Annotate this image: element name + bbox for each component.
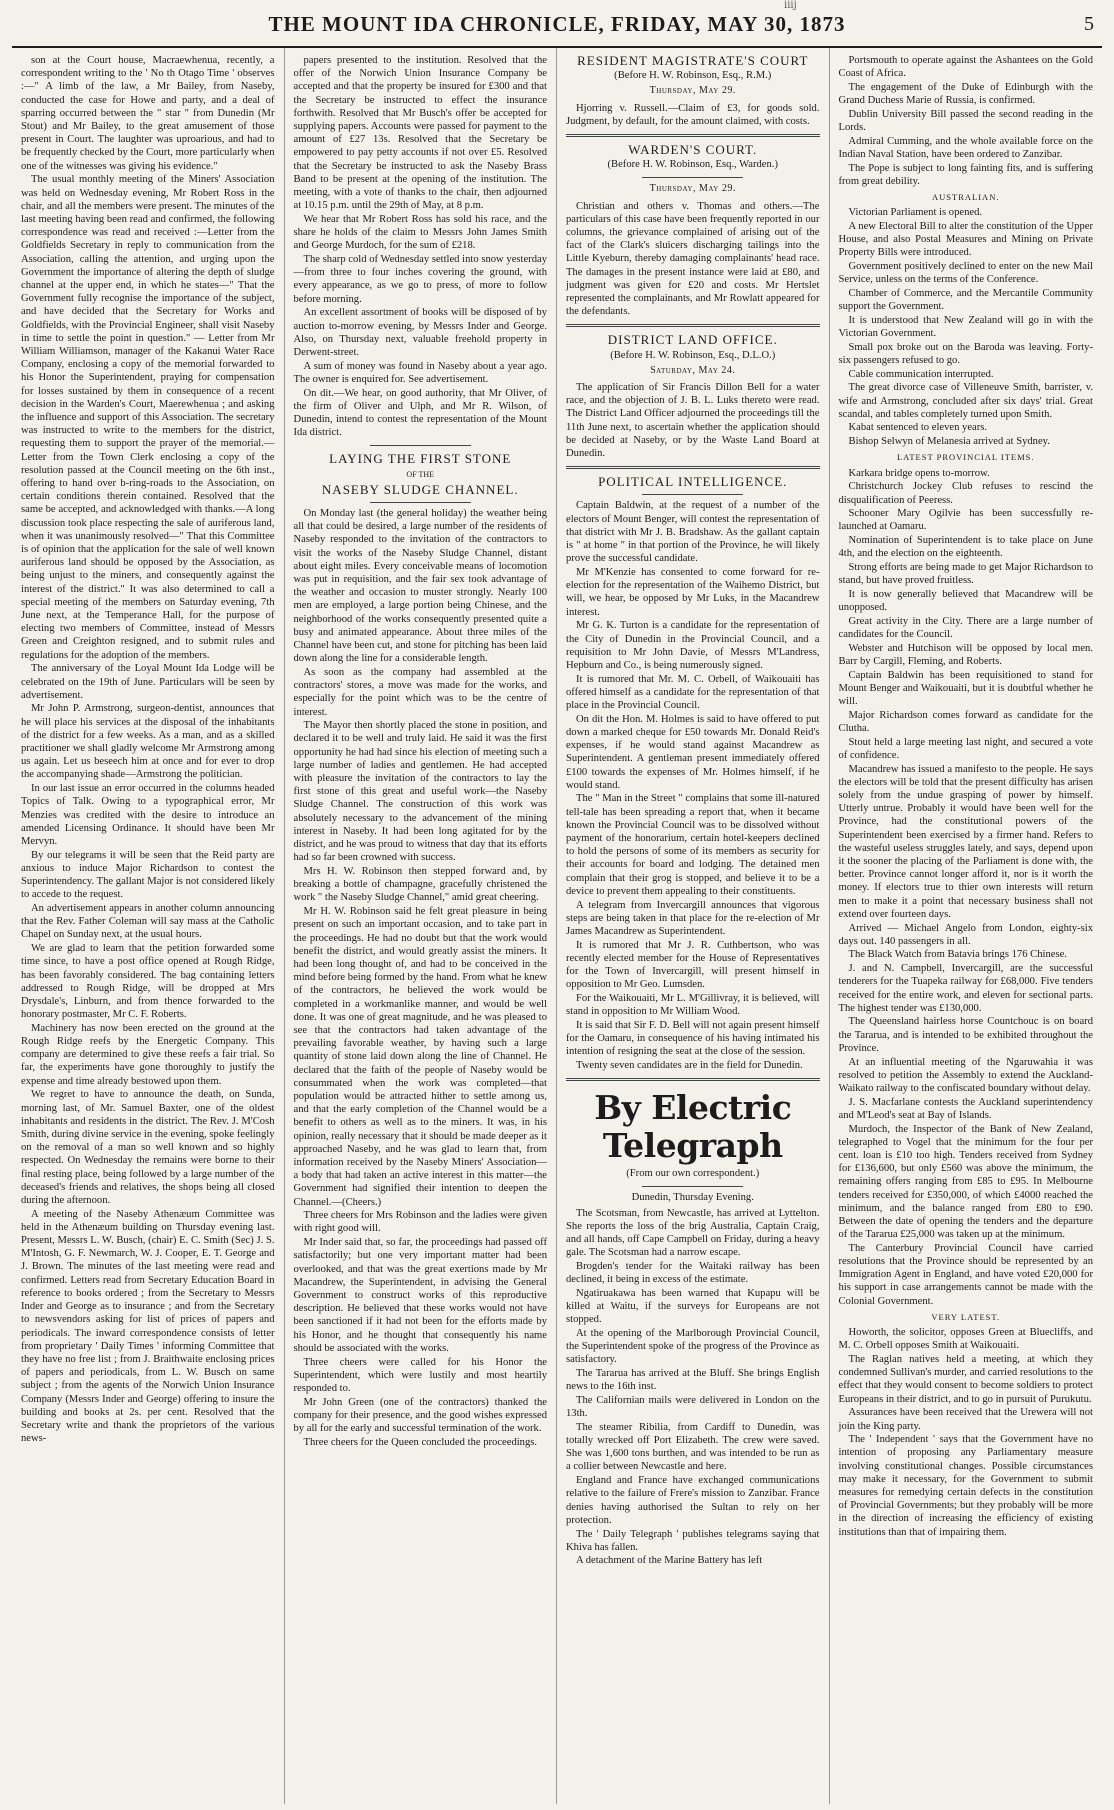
divider [566, 466, 820, 469]
paragraph: Three cheers for Mrs Robinson and the ladies were given with right good will. [293, 1210, 547, 1235]
paragraph: A new Electoral Bill to alter the constitution of the Upper House, and also Postal Measures and Mining on Private Property Bills were introduced. [838, 220, 1093, 259]
paragraph: Brogden's tender for the Waitaki railway has been declined, it being in excess of the estimate. [566, 1260, 820, 1286]
marginal-mark: iiij [784, 0, 797, 11]
paragraph: Admiral Cumming, and the whole available force on the Indian Naval Station, have been ordered to Zanzibar. [838, 135, 1093, 160]
paragraph: Macandrew has issued a manifesto to the people. He says the electors will be told that the present difficulty has arisen solely from the undue grasping of power by himself. Utterly untrue. Probably it would have been well for the Province, had the constitutional powers of the Superintendent been exercised by a firmer hand. Refers to the wasteful useless struggles lately, and says, depend upon it the sooner the placing of the Parliament is done with, the better. Province cannot longer afford it, nor is it worth the money. If electors true to thier own interests will return men to make it a point that necessary business shall not extend over fourteen days. [838, 763, 1093, 920]
paragraph: The application of Sir Francis Dillon Bell for a water race, and the objection of J. B. L. Luks thereto were read. The District Land Officer adjourned the proceedings till the 11th June next, to ascertain whether the application should be decided at Naseby, or by the Waste Land Board at Dunedin. [566, 382, 820, 460]
paragraph: Major Richardson comes forward as candidate for the Clutha. [838, 709, 1093, 734]
paragraph: For the Waikouaiti, Mr L. M'Gillivray, it is believed, will stand in opposition to Mr William Wood. [566, 993, 820, 1018]
paragraph: It is understood that New Zealand will go in with the Victorian Government. [838, 314, 1093, 340]
paragraph: The Black Watch from Batavia brings 176 Chinese. [848, 949, 1067, 961]
paragraph: Victorian Parliament is opened. [848, 207, 983, 219]
paragraph: Nomination of Superintendent is to take place on June 4th, and the election on the eighteenth. [838, 535, 1093, 560]
paragraph: The " Man in the Street " complains that some ill-natured tell-tale has been spreading a report that, when it became known the Provincial Council was to be dissolved without payment of the honorarium, certain hotel-keepers declined to hold the persons of some of its members as security for their accounts for board and lodging. The detained men complain that their grog is stopped, and believe it to be a device to prevent them appealing to their constituents. [566, 793, 820, 897]
page-number: 5 [1084, 12, 1094, 35]
paragraph: By our telegrams it will be seen that the Reid party are anxious to induce Major Richardson to contest the Superintendency. The gallant Major is not considered likely to accede to the request. [21, 849, 275, 901]
paragraph: Arrived — Michael Angelo from London, eighty-six days out. 140 passengers in all. [838, 922, 1093, 947]
paragraph: A detachment of the Marine Battery has left [576, 1555, 763, 1567]
divider [642, 1186, 743, 1187]
paragraph: Machinery has now been erected on the ground at the Rough Ridge reefs by the Energetic Company. This company are determined to give these reefs a fair trial. So far, the experiments have gone thoroughly to justify the expense and time already bestowed upon them. [21, 1022, 275, 1087]
paragraph: An excellent assortment of books will be disposed of by auction to-morrow evening, by Messrs Inder and George. Also, on Thursday next, valuable freehold property in Derwent-street. [293, 307, 547, 358]
paragraph: Twenty seven candidates are in the field for Dunedin. [576, 1060, 803, 1072]
telegraph-body [566, 1207, 820, 1568]
australian-heading: AUSTRALIAN. [932, 192, 1000, 203]
paragraph: The Tararua has arrived at the Bluff. She brings English news to the 16th inst. [566, 1368, 820, 1393]
paragraph: It is now generally believed that Macandrew will be unopposed. [838, 588, 1093, 614]
paragraph: A meeting of the Naseby Athenæum Committee was held in the Athenæum building on Thursday evening last. Present, Messrs L. W. Busch, (chair) E. C. Smith (Sec) J. S. M'Intosh, G. F. Newmarch, W. J. Cooper, E. T. George and J. Brown. The minutes of the last meeting were read and confirmed. Letters read from Secretary Education Board in reference to books ordered ; from the Secretary to Messrs Inder and George as to insurance ; and from the Secretary to newsvendors asking for list of prices of papers and periodicals. The inward correspondence consists of letter from proprietary ' Daily Times ' informing Committee that they have no free list ; from J. Braithwaite enclosing prices of papers and periodicals, from L. W. Busch on same subject ; from the agents of the Norwich Union Insurance Company (Messrs Inder and George) offering to insure the building and books at 2s. per cent. Resolved that the Secretary write and thank the proprietors of the various news- [21, 1208, 275, 1445]
paragraph: We hear that Mr Robert Ross has sold his race, and the share he holds of the claim to Messrs John James Smith and George Murdoch, for the sum of £218. [293, 213, 547, 252]
newspaper-title: THE MOUNT IDA CHRONICLE, FRIDAY, MAY 30, 1873 [268, 11, 846, 36]
telegraph-sub: (From our own correspondent.) [626, 1168, 760, 1180]
paragraph: Dublin University Bill passed the second reading in the Lords. [838, 108, 1093, 134]
political-intelligence-body [566, 499, 820, 1072]
paragraph: Cable communication interrupted. [848, 368, 994, 380]
paragraph: Assurances have been received that the Urewera will not join the King party. [838, 1407, 1093, 1432]
column-2 [285, 48, 558, 1804]
paragraph: England and France have exchanged communications relative to the failure of Frere's mission to Zanzibar. France denies having authorised the Sultan to rely on her protection. [566, 1475, 820, 1526]
paragraph: Kabat sentenced to eleven years. [848, 422, 988, 434]
paragraph: Mr H. W. Robinson said he felt great pleasure in being present on such an important occasion, and to take part in the proceedings. He had no doubt but that the work would benefit the district, and would greatly assist the miners. It had been long thought of, and had to be conceived in the mind before being formed by the hand. From what he knew of the contractors, he believed the work would be completed in a workmanlike manner, and would be well done. It was one of great magnitude, and he was pleased to see that the contractors had taken advantage of the prevailing favorable weather, by having such a large quantity of stone laid down along the line of Channel. He declared that the faith of the people of Naseby would be consummated when the work was completed—that population would be attracted hither to settle among us, and that the early completion of the Channel would be a benefit to others as well as to the miners. It was, in his opinion, really necessary that it should be made deeper as it approached Naseby, and he was glad to learn that, from information received by the Naseby Miners' Association—a body that had taken an active interest in this matter—the Government had signified their intention to deepen the Channel.—(Cheers.) [293, 906, 547, 1208]
paragraph: Hjorring v. Russell.—Claim of £3, for goods sold. Judgment, by default, for the amount claimed, with costs. [566, 102, 820, 127]
paragraph: Captain Baldwin has been requisitioned to stand for Mount Benger and Waikouaiti, but it is doubtful whether he will. [838, 669, 1093, 708]
paragraph: The Pope is subject to long fainting fits, and is suffering from great debility. [838, 162, 1093, 187]
col4-body-d [839, 1326, 1094, 1539]
paragraph: Strong efforts are being made to get Major Richardson to stand, but have proved fruitless. [838, 562, 1093, 587]
paragraph: A sum of money was found in Naseby about a year ago. The owner is enquired for. See advertisement. [293, 360, 547, 385]
paragraph: It is rumored that Mr. M. C. Orbell, of Waikouaiti has offered himself as a candidate for the representation of that place in the Provincial Council. [566, 673, 820, 712]
column-3 [557, 48, 830, 1804]
wardens-court-sub: (Before H. W. Robinson, Esq., Warden.) [607, 159, 778, 171]
paragraph: Webster and Hutchison will be opposed by local men. Barr by Cargill, Fleming, and Roberts. [838, 642, 1093, 667]
rm-court-body [566, 102, 820, 128]
paragraph: The Californian mails were delivered in London on the 13th. [566, 1394, 820, 1420]
paragraph: The steamer Ribilia, from Cardiff to Dunedin, was totally wrecked off Port Elizabeth. The crew were saved. She was 1,600 tons burthen, and was intended to be run as a collier between Newcastle and here. [566, 1421, 820, 1473]
paragraph: Three cheers for the Queen concluded the proceedings. [303, 1436, 538, 1448]
paragraph: Government positively declined to enter on the new Mail Service, unless on the terms of the Conference. [838, 261, 1093, 286]
article-heading-laying-stone: LAYING THE FIRST STONE [329, 451, 512, 467]
divider [566, 134, 820, 137]
paragraph: On Monday last (the general holiday) the weather being all that could be desired, a large number of the residents of Naseby responded to the invitation of the contractors to visit the works of the Naseby Sludge Channel, distant about eight miles. Every conceivable means of locomotion was put in requisition, and the fair sex took advantage of the weather and occasion to muster strongly. Nearly 100 men are employed, a large portion being Chinese, and the neighborhood of the works consequently presented quite a busy and animated appearance. About three miles of the Channel have been cut, and stone for pitching has been laid down along the line for a considerable length. [293, 508, 547, 665]
col1-body [21, 54, 275, 1445]
paragraph: Mr John P. Armstrong, surgeon-dentist, announces that he will place his services at the disposal of the inhabitants of the district for a few weeks. As a man, and as a skilled practitioner we shall gladly welcome Mr Armstrong among us again. Let us beseech him at once and for ever to drop the accompanying shade—Armstrong the politician. [21, 703, 275, 781]
paragraph: Small pox broke out on the Baroda was leaving. Forty-six passengers refused to go. [838, 341, 1093, 366]
paragraph: Stout held a large meeting last night, and secured a vote of confidence. [838, 736, 1093, 761]
paragraph: The Scotsman, from Newcastle, has arrived at Lyttelton. She reports the loss of the brig Australia, Captain Craig, and all hands, off Cape Campbell on Friday, during a heavy gale. The Scotsman had a narrow escape. [566, 1207, 820, 1259]
very-latest-heading: VERY LATEST. [931, 1311, 1001, 1322]
paragraph: At an influential meeting of the Ngaruwahia it was resolved to petition the Assembly to extend the Auckland-Waikato railway to the confiscated boundary without delay. [838, 1056, 1093, 1094]
divider [370, 445, 471, 446]
column-4 [830, 48, 1103, 1804]
wardens-court-date: Thursday, May 29. [649, 183, 736, 195]
paragraph: We regret to have to announce the death, on Sunda, morning last, of Mr. Samuel Baxter, one of the oldest inhabitants and residents in the district. The Rev. J. M'Cosh Smith, during divine service in the evening, spoke feelingly on the removal of a man so well known and so highly respected. On Wednesday the remains were borne to their final resting place, being followed by a large number of the deceased's friends and relatives, the shops being all closed during the afternoon. [21, 1089, 275, 1206]
col2-body-top [294, 54, 548, 439]
paragraph: Karkara bridge opens to-morrow. [848, 467, 990, 479]
paragraph: The Mayor then shortly placed the stone in position, and declared it to be well and truly laid. He said it was the first opportunity he had had since his election of meeting such a large number of ladies and gentlemen. He had accepted with pleasure the invitation of the contractors to lay the first stone of this great and useful work—the Naseby Sludge Channel. The construction of this work was absolutely necessary to the advancement of the mining interest in Naseby. It had been long agitated for by the district, and he was proud to witness that day that its efforts had so far been crowned with success. [293, 720, 547, 864]
paragraph: The sharp cold of Wednesday settled into snow yesterday—from three to four inches covering the ground, with every appearance, as we go to press, of more to follow before morning. [293, 254, 547, 305]
electric-telegraph-heading: By Electric Telegraph [594, 1088, 792, 1166]
land-office-body [566, 381, 820, 460]
paragraph: The Raglan natives held a meeting, at which they condemned Sullivan's murder, and carried resolutions to the effect that they would consent to become soldiers to protect Europeans in their district, and to go in pursuit of Purukutu. [838, 1354, 1093, 1405]
paragraph: On dit.—We hear, on good authority, that Mr Oliver, of the firm of Oliver and Ulph, and Mr R. Wilson, of Dunedin, intend to contest the representation of the Mount Ida district. [293, 387, 547, 439]
paragraph: We are glad to learn that the petition forwarded some time since, to have a post office opened at Rough Ridge, has been favorably considered. The bag containing letters addressed to Rough Ridge, will be dropped at Mrs Drysdale's, Linburn, and from thence forwarded to the honorary postmaster, Mr C. F. Roberts. [21, 943, 275, 1021]
column-1 [12, 48, 285, 1804]
rm-court-heading: RESIDENT MAGISTRATE'S COURT [577, 53, 809, 68]
latest-provincial-heading: LATEST PROVINCIAL ITEMS. [896, 452, 1035, 463]
paragraph: J. and N. Campbell, Invercargill, are the successful tenderers for the Tuapeka railway for £68,000. Five tenders received for the entire work, and eleven for sectional parts. The highest tender was £130,000. [838, 963, 1093, 1014]
paragraph: In our last issue an error occurred in the columns headed Topics of Talk. Owing to a typographical error, Mr Menzies was credited with the desire to introduce an amended Licensing Ordinance. It should have been Mr Mervyn. [21, 783, 275, 847]
divider [566, 1078, 820, 1081]
paragraph: Bishop Selwyn of Melanesia arrived at Sydney. [848, 436, 1050, 448]
article-heading-sludge-channel: NASEBY SLUDGE CHANNEL. [321, 481, 519, 497]
divider [566, 324, 820, 327]
wardens-court-body [566, 200, 820, 319]
divider [370, 502, 471, 503]
paragraph: The Queensland hairless horse Countchouc is on board the Tararua, and is intended to be exhibited throughout the Province. [838, 1016, 1093, 1054]
paragraph: Mr M'Kenzie has consented to come forward for re-election for the representation of the Waihemo District, but will, we hear, be opposed by Mr Luks, in the Macandrew interest. [566, 567, 820, 618]
col4-body-b [839, 206, 1094, 448]
paragraph: son at the Court house, Macraewhenua, recently, a correspondent writing to the ' No th Otago Time ' observes :—" A limb of the law, a Mr Bailey, from Naseby, conducted the case for Howe and party, and a deal of sparring occurred between the " star " from Dunedin (Mr Stout) and Mr Bailey, to the great amusement of those present in Court. The laughter was uproarious, and had to be frequently checked by the Court, more particularly when one of the witnesses was giving his evidence." [21, 55, 275, 172]
paragraph: Chamber of Commerce, and the Mercantile Community support the Government. [838, 287, 1093, 313]
paragraph: It is said that Sir F. D. Bell will not again present himself for the Oamaru, in consequence of his having intimated his intention of resigning the seat at the close of the session. [566, 1019, 820, 1058]
divider [642, 494, 743, 495]
paragraph: Schooner Mary Ogilvie has been successfully re-launched at Oamaru. [838, 508, 1093, 533]
col4-body-c [839, 467, 1094, 1308]
paragraph: papers presented to the institution. Resolved that the offer of the Norwich Union Insurance Company be accepted and that the property be insured for £300 and that the Secretary be instructed to effect the insurance forthwith. Resolved that Mr Busch's offer be accepted for supplying papers. Accounts were passed for payment to the amount of £27 13s. Resolved that the Secretary be empowered to pay petty accounts if not over £5. Resolved that the Secretary be instructed to ask the Naseby Brass Band to be present at the opening of the institution. The meeting, with a vote of thanks to the chair, then adjourned at 10.15 p.m. until the 29th of May, at 8 p.m. [293, 55, 547, 212]
land-office-sub: (Before H. W. Robinson, Esq., D.L.O.) [610, 349, 776, 361]
paragraph: Mr G. K. Turton is a candidate for the representation of the City of Dunedin in the Provincial Council, and a requisition to Mr John Davie, of Messrs M'Landress, Hepburn and Co., is being numerously signed. [566, 620, 820, 671]
paragraph: On dit the Hon. M. Holmes is said to have offered to put down a marked cheque for £50 towards Mr. Donald Reid's expenses, if he would stand against Macandrew as Superintendent. A gentleman present immediately offered £100 towards the expenses of Mr. Holmes himself, if he would stand. [566, 713, 820, 791]
col2-body-bottom [294, 507, 548, 1449]
paragraph: Mr Inder said that, so far, the proceedings had passed off satisfactorily; but one very important matter had been overlooked, and that was the great exertions made by Mr Macandrew, the Superintendent, in advising the General Government to construct works of this reproductive description. He believed that these works would not have been sanctioned if it had not been for the efforts made by his Honor, and he thought that consequently his name should be associated with the works. [293, 1237, 547, 1354]
article-heading-of: OF THE [406, 469, 435, 479]
masthead [12, 0, 1102, 48]
land-office-date: Saturday, May 24. [650, 364, 736, 376]
paragraph: Ngatiruakawa has been warned that Kupapu will be killed at Waitu, if the surveys for Europeans are not stopped. [566, 1287, 820, 1326]
rm-court-sub: (Before H. W. Robinson, Esq., R.M.) [614, 70, 772, 82]
paragraph: Three cheers were called for his Honor the Superintendent, which were lustily and most heartily responded to. [293, 1356, 547, 1394]
political-intelligence-heading: POLITICAL INTELLIGENCE. [598, 474, 788, 490]
paragraph: Great activity in the City. There are a large number of candidates for the Council. [838, 615, 1093, 641]
col4-body-a [839, 54, 1094, 188]
paragraph: The Canterbury Provincial Council have carried resolutions that the Province should be represented by an Immigration Agent in England, and have voted £20,000 for his support in case arrangements cannot be made with the Colonial Government. [838, 1242, 1093, 1307]
wardens-court-heading: WARDEN'S COURT. [628, 142, 758, 158]
paragraph: Captain Baldwin, at the request of a number of the electors of Mount Benger, will contest the representation of that district with Mr J. B. Bradshaw. As the gallant captain is " at home " in that portion of the Province, he will likely prove the successful candidate. [566, 500, 820, 565]
paragraph: A telegram from Invercargill announces that vigorous steps are being taken in that place for the re-election of Mr James Macandrew as Superintendent. [566, 899, 820, 937]
telegraph-date: Dunedin, Thursday Evening. [631, 1192, 754, 1204]
land-office-heading: DISTRICT LAND OFFICE. [607, 332, 778, 348]
columns [12, 48, 1102, 1804]
paragraph: Murdoch, the Inspector of the Bank of New Zealand, telegraphed to Vogel that the minimum for the four per cent. loan is £10 too high. Tenders received from Sydney for £136,600, but only £560 was above the minimum, the remaining offers ranging from £85 to £95. In Melbourne tenders received for £350,000, of which £4000 reached the minimum, and the balance ranged from £80 to £90. Between the date of opening the tenders and the departure of the Tararua £25,000 was taken up at the minimum. [838, 1123, 1093, 1241]
paragraph: An advertisement appears in another column announcing that the Rev. Father Coleman will say mass at the Catholic Chapel on Sunday next, at the usual hours. [21, 903, 275, 941]
paragraph: The ' Independent ' says that the Government have no intention of proposing any Parliamentary measure involving constitutional changes. Possible circumstances may make it necessary, for the Government to submit measures for remedying certain defects in the constitution of Provincial Governments; but they probably will be more in the direction of increasing the efficiency of existing institutions than that of impairing them. [838, 1434, 1093, 1538]
paragraph: It is rumored that Mr J. R. Cuthbertson, who was recently elected member for the House of Representatives for the Town of Invercargill, will present himself in opposition to Mr Geo. Lumsden. [566, 939, 820, 991]
paragraph: At the opening of the Marlborough Provincial Council, the Superintendent spoke of the progress of the Province as satisfactory. [566, 1327, 820, 1366]
paragraph: Christchurch Jockey Club refuses to rescind the disqualification of Peeress. [838, 481, 1093, 506]
paragraph: Howorth, the solicitor, opposes Green at Bluecliffs, and M. C. Orbell opposes Smith at Waikouaiti. [838, 1327, 1093, 1352]
paragraph: Christian and others v. Thomas and others.—The particulars of this case have been frequently reported in our columns, the grievance complained of arising out of the fact of the Clark's sluicers discharging tailings into the Little Kyeburn, thereby damaging complainants' head race. The damages in the present instance were laid at £80, and judgment was given for £20 and costs. Mr Hertslet represented the complainants, and Mr Rowlatt appeared for the defendants. [566, 200, 820, 318]
paragraph: As soon as the company had assembled at the contractors' stores, a move was made for the works, and especially for the point which was to be the centre of interest. [293, 666, 547, 718]
paragraph: Mr John Green (one of the contractors) thanked the company for their presence, and the good wishes expressed by all for the early and successful termination of the work. [293, 1396, 547, 1435]
paragraph: The usual monthly meeting of the Miners' Association was held on Wednesday evening, Mr Robert Ross in the chair, and all the members were present. The minutes of the last meeting having been read and confirmed, the following correspondence was read and received :—Letter from the Goldfields Secretary in reply to communication from the Association, calling the attention, and urging upon the Government the importance of altering the depth of sludge channel at the upper end, in which he states—" That the Government fully recognise the importance of the subject, and have decided that the Secretary for Works and Goldfields, with the Provincial Engineer, shall visit Naseby in time to settle the point in question." — Letter from Mr William Williamson, manager of the Kakanui Water Race Company, enclosing a copy of the memorial forwarded to his Honor the Superintendent, praying for compensation for losses sustained by them in consequence of a recent decision in the Warden's Court, Maerewhenua ; and asking the influence and support of this Association. The secretary was instructed to write to the members for the district, requesting them to support the prayer of the memorial.—Letter from the Town Clerk enclosing a copy of the resolution passed at the Council meeting on the 6th inst., offering to hand over b-ring-roads to the Association, on certain conditions therein contained. Resolved that the same be accepted, and acknowledged with thanks.—A long discussion took place respecting the sale of auriferous land, when it was unanimously resolved—" That this Committee is of opinion that the application for the sale of well known auriferous land should be opposed by the Association, as being unjust to the miners, and consequently against the interest of the district." It was also determined to call a special meeting of the members on Saturday evening, 7th June next, at the Temperance Hall, for the purpose of electing two members of Committee, instead of Messrs Green and Creighton resigned, and to submit rules and regulations for the adoption of the members. [21, 174, 275, 661]
paragraph: Mrs H. W. Robinson then stepped forward and, by breaking a bottle of champagne, gracefully christened the work " the Naseby Sludge Channel," amid great cheering. [293, 865, 547, 904]
paragraph: The ' Daily Telegraph ' publishes telegrams saying that Khiva has fallen. [566, 1528, 820, 1553]
paragraph: The engagement of the Duke of Edinburgh with the Grand Duchess Marie of Russia, is confirmed. [838, 81, 1093, 107]
paragraph: Portsmouth to operate against the Ashantees on the Gold Coast of Africa. [838, 55, 1093, 80]
paragraph: The anniversary of the Loyal Mount Ida Lodge will be celebrated on the 19th of June. Particulars will be seen by advertisement. [21, 663, 275, 701]
divider [642, 177, 743, 178]
paragraph: The great divorce case of Villeneuve Smith, barrister, v. wife and Armstrong, concluded after six days' trial. Great scandal, and tables completely turned upon Smith. [838, 382, 1093, 420]
paragraph: J. S. Macfarlane contests the Auckland superintendency and M'Leod's seat at Bay of Islands. [838, 1096, 1093, 1121]
rm-court-date: Thursday, May 29. [649, 85, 736, 97]
